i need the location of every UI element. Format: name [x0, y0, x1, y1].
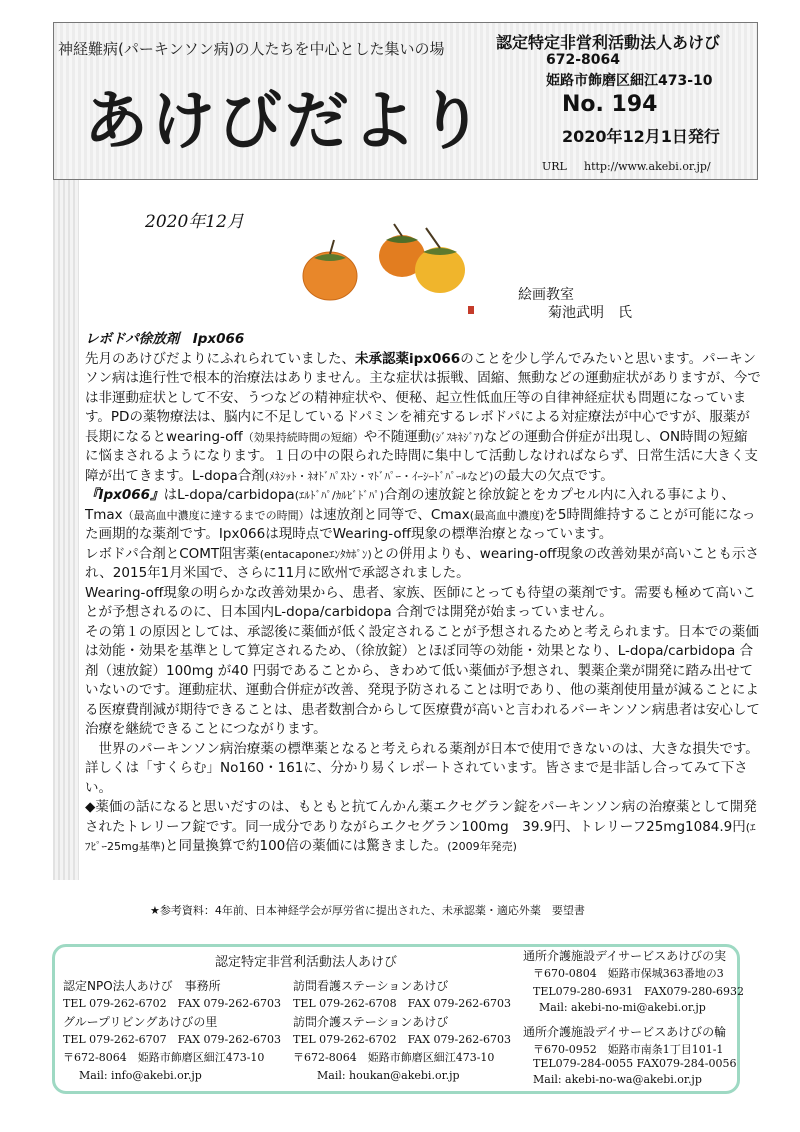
highlight-text: 未承認薬ipx066 [355, 350, 461, 367]
text-run: との併用よりも、wearing-off現象の改善効果が高いことも示され、2015年1月米国で、さらに11月に欧州で承認されました。 [85, 545, 760, 581]
text-run: 合剤の速放錠と徐放錠とをカプセル内に入れる事により、Tmax [85, 487, 735, 523]
url-label: URL [542, 160, 567, 173]
text-run: と同量換算で約100倍の薬価には驚きました。 [165, 838, 448, 854]
drug-name: 『Ipx066』 [85, 487, 164, 503]
month-heading: 2020年12月 [145, 212, 244, 232]
care-station-tel: TEL 079-262-6702 FAX 079-262-6703 [293, 1033, 511, 1046]
note-text: (ﾒﾈｼｯﾄ・ﾈｵﾄﾞﾊﾟｽﾄﾝ・ﾏﾄﾞﾊﾟｰ・ｲｰｼｰﾄﾞﾊﾟｰﾙなど) [264, 469, 494, 483]
note-text: (ｴﾌﾋﾟｰ25mg基準) [85, 820, 756, 853]
text-run: は速放剤と同等で、Cmax [309, 506, 470, 523]
article-paragraph-3 [85, 545, 761, 584]
dayservice-mi-address: 〒670-0804 姫路市保城363番地の3 [533, 967, 724, 980]
dayservice-mi-name: 通所介護施設デイサービスあけびの実 [523, 949, 727, 963]
article-paragraph-7 [85, 798, 761, 857]
nursing-station-tel: TEL 079-262-6708 FAX 079-262-6703 [293, 997, 511, 1010]
care-station-name: 訪問介護ステーションあけび [293, 1015, 449, 1029]
note-text: (ｼﾞｽｷﾈｼﾞｱ) [431, 430, 484, 444]
dayservice-wa-tel: TEL079-284-0055 FAX079-284-0056 [533, 1057, 737, 1070]
text-run: 先月のあけびだよりにふれられていました、 [85, 350, 355, 367]
newsletter-title: あけびだより [84, 85, 486, 159]
dayservice-wa-name: 通所介護施設デイサービスあけびの輪 [523, 1025, 727, 1039]
note-text: (最高血中濃度) [469, 508, 545, 522]
dayservice-wa-mail-link[interactable]: Mail: akebi-no-wa@akebi.or.jp [533, 1073, 702, 1086]
dayservice-mi-tel: TEL079-280-6931 FAX079-280-6932 [533, 985, 744, 998]
dayservice-mi-mail-link[interactable]: Mail: akebi-no-mi@akebi.or.jp [539, 1001, 706, 1014]
office-mail-link[interactable]: Mail: info@akebi.or.jp [79, 1069, 202, 1082]
text-run: を5時間維持することが可能になった画期的な薬剤です。Ipx066は現時点でWearing-off現象の標準治療となっています。 [85, 506, 756, 542]
note-text: （最高血中濃度に達するまでの時間） [122, 508, 310, 522]
decorative-side-strip [53, 180, 79, 880]
text-run: レボドパ合剤とCOMT阻害薬 [85, 545, 260, 562]
note-text: (2009年発売) [447, 840, 517, 853]
group-living-name: グループリビングあけびの里 [63, 1015, 218, 1029]
issue-number: No. 194 [562, 92, 658, 117]
art-class-label: 絵画教室 [518, 287, 574, 303]
houkan-mail-link[interactable]: Mail: houkan@akebi.or.jp [317, 1069, 460, 1082]
group-living-tel: TEL 079-262-6707 FAX 079-262-6703 [63, 1033, 281, 1046]
text-run: や不随運動 [363, 428, 432, 445]
website-link[interactable]: http://www.akebi.or.jp/ [584, 160, 711, 173]
article-paragraph-5: その第１の原因としては、承認後に薬価が低く設定されることが予想されるためと考えられます。日本での薬価は効能・効果を基準として算定されるため、（徐放錠）とほぼ同等の効能・効果となり、L-dopa/carbidopa 合剤（速放錠）100mg が40 円弱であることから、きわめて低い薬価が予想され、製薬企業が開発に踏み出せていないのです。運動症状、運動合併症が改善、発現予防されることは明であり、他の薬剤使用量が減ることによる医療費削減が期待できることは、患者数割合からして医療費が高いと言われるパーキンソン病患者は安心して治療を継続できることにつながります。 [85, 623, 760, 737]
masthead-tagline: 神経難病(パーキンソン病)の人たちを中心とした集いの場 [58, 40, 445, 58]
note-text: (entacaponeｴﾝﾀｶﾎﾟﾝ) [259, 547, 372, 561]
persimmon-painting [290, 214, 490, 324]
text-run: の最大の欠点です。 [493, 467, 614, 484]
article-paragraph-1 [85, 350, 761, 487]
office-tel: TEL 079-262-6702 FAX 079-262-6703 [63, 997, 281, 1010]
article-heading: レボドパ徐放剤 Ipx066 [85, 331, 245, 347]
artist-name: 菊池武明 氏 [548, 305, 632, 321]
org-zip: 672-8064 [546, 52, 620, 68]
note-text: （効果持続時間の短縮） [242, 430, 364, 444]
group-living-address: 〒672-8064 姫路市飾磨区細江473-10 [63, 1051, 265, 1064]
issue-date: 2020年12月1日発行 [562, 127, 720, 146]
article-paragraph-6: 世界のパーキンソン病治療薬の標準薬となると考えられる薬剤が日本で使用できないのは、大きな損失です。詳しくは「すくらむ」No160・161に、分かり易くレポートされています。皆さまで是非話し合ってみて下さい。 [85, 740, 759, 796]
article-body [85, 330, 761, 857]
text-run: のことを少し学んでみたいと思います。パーキンソン病は進行性で根本的治療法はありません。主な症状は振戦、固縮、無動などの運動症状がありますが、今では非運動症状として不安、うつなどの精神症状や、便秘、起立性低血圧等の自律神経症状も問題になっています。PDの薬物療法は、脳内に不足しているドパミンを補充するレボドパによる対症療法が中心ですが、服薬が長期になるとwearing-off [85, 350, 761, 445]
office-name: 認定NPO法人あけび 事務所 [63, 979, 221, 993]
note-text: (ｴﾙﾄﾞﾊﾟ/ｶﾙﾋﾞﾄﾞﾊﾟ) [294, 489, 384, 502]
footer-contact-box [52, 944, 744, 1094]
org-name: 認定特定非営利活動法人あけび [496, 33, 721, 52]
org-address: 姫路市飾磨区細江473-10 [546, 73, 713, 89]
text-run: などの運動合併症が出現し、ON時間の短縮に悩まされるようになります。１日の中の限られた時間に集中して活動しなければならず、日常生活に大きく支障が出てきます。L-dopa合剤 [85, 428, 758, 484]
text-run: ◆薬価の話になると思いだすのは、もともと抗てんかん薬エクセグラン錠をパーキンソン病の治療薬として開発されたトレリーフ錠です。同一成分でありながらエクセグラン100mg 39.9円、トレリーフ25mg1084.9円 [85, 799, 757, 835]
dayservice-wa-address: 〒670-0952 姫路市南条1丁目101-1 [533, 1043, 724, 1056]
article-paragraph-2 [85, 486, 761, 545]
nursing-station-name: 訪問看護ステーションあけび [293, 979, 449, 993]
care-station-address: 〒672-8064 姫路市飾磨区細江473-10 [293, 1051, 495, 1064]
footer-title: 認定特定非営利活動法人あけび [215, 955, 398, 970]
text-run: はL-dopa/carbidopa [163, 487, 295, 503]
reference-note: ★参考資料：4年前、日本神経学会が厚労省に提出された、未承認薬・適応外薬 要望書 [150, 904, 585, 917]
article-paragraph-4: Wearing-off現象の明らかな改善効果から、患者、家族、医師にとっても待望の薬剤です。需要も極めて高いことが予想されるのに、日本国内L-dopa/carbidopa 合剤では開発が始まっていません。 [85, 584, 756, 620]
